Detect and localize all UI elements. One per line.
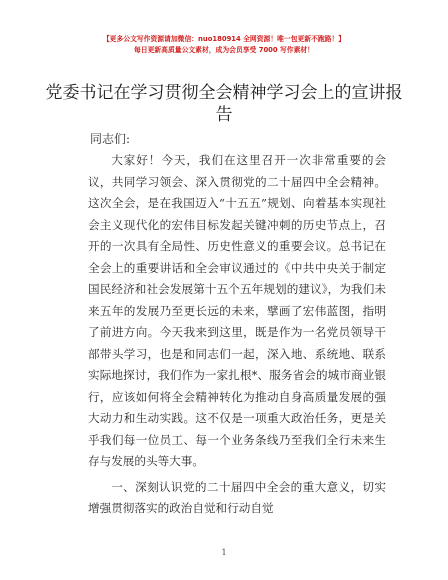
page-number: 1 <box>221 548 227 557</box>
section-heading: 一、深刻认识党的二十届四中全会的重大意义，切实增强贯彻落实的政治自觉和行动自觉 <box>88 479 386 515</box>
promo-banner-line-1: 【更多公文写作资源请加微信：nuo180914 全网资源！唯一包更新不跑路！】 <box>102 35 346 43</box>
body-paragraph: 大家好！今天，我们在这里召开一次非常重要的会议，共同学习领会、深入贯彻党的二十届四中全会精神。这次全会，是在我国迈入“十五五”规划、向着基本实现社会主义现代化的宏伟目标发起关键冲刺的历史节点上，召开的一次具有全局性、历史性意义的重要会议。总书记在全会上的重要讲话和全会审议通过的《中共中央关于制定国民经济和社会发展第十五个五年规划的建议》，为我们未来五年的发展乃至更长远的未来，擘画了宏伟蓝图，指明了前进方向。今天我来到这里，既是作为一名党员领导干部带头学习，也是和同志们一起，深入地、系统地、联系实际地探讨，我们作为一家扎根*、服务省会的城市商业银行，应该如何将全会精神转化为推动自身高质量发展的强大动力和生动实践。这不仅是一项重大政治任务，更是关乎我们每一位员工、每一个业务条线乃至我们全行未来生存与发展的头等大事。 <box>88 153 386 468</box>
salutation: 同志们: <box>90 132 131 146</box>
promo-banner-line-2: 每日更新高质量公文素材，成为会员享受 7000 写作素材！ <box>134 46 314 54</box>
document-body <box>88 150 386 520</box>
document-title: 党委书记在学习贯彻全会精神学习会上的宣讲报告 <box>45 83 403 125</box>
